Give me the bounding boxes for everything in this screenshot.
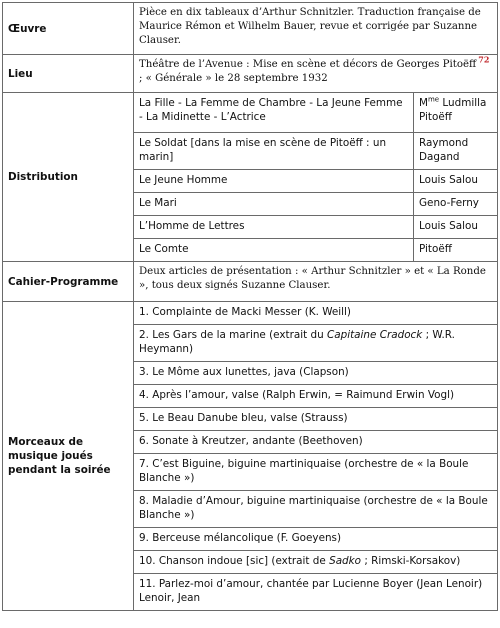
distribution-actor: Raymond Dagand [414,133,498,170]
music-item: 4. Après l’amour, valse (Ralph Erwin, = Raimund Erwin Vogl) [134,385,498,408]
lieu-text-after: ; « Générale » le 28 septembre 1932 [139,73,328,84]
music-item: 7. C’est Biguine, biguine martiniquaise (orchestre de « la Boule Blanche ») [134,454,498,491]
lieu-text [134,55,498,93]
music-item: 2. Les Gars de la marine (extrait du Capitaine Cradock ; W.R. Heymann) [134,325,498,362]
distribution-actor: Geno-Ferny [414,193,498,216]
distribution-role: Le Soldat [dans la mise en scène de Pitoëff : un marin] [134,133,414,170]
music-item: 11. Parlez-moi d’amour, chantée par Lucienne Boyer (Jean Lenoir) Lenoir, Jean [134,574,498,611]
music-item: 6. Sonate à Kreutzer, andante (Beethoven) [134,431,498,454]
distribution-actor: Louis Salou [414,170,498,193]
distribution-role: L’Homme de Lettres [134,216,414,239]
music-item: 8. Maladie d’Amour, biguine martiniquaise (orchestre de « la Boule Blanche ») [134,491,498,528]
distribution-actor: $M^{me}$ Ludmilla Pitoëff [414,93,498,133]
oeuvre-text: Pièce en dix tableaux d’Arthur Schnitzler. Traduction française de Maurice Rémon et Wilhelm Bauer, revue et corrigée par Suzanne Clauser. [134,3,498,55]
distribution-actor: Louis Salou [414,216,498,239]
cahier-label: Cahier-Programme [3,262,134,302]
distribution-label: Distribution [3,93,134,262]
music-item: 1. Complainte de Macki Messer (K. Weill) [134,302,498,325]
morceaux-label: Morceaux de musique joués pendant la soirée [3,302,134,611]
music-item: 5. Le Beau Danube bleu, valse (Strauss) [134,408,498,431]
distribution-actor: Pitoëff [414,239,498,262]
footnote-link[interactable]: 72 [478,54,490,65]
music-row [3,302,498,325]
lieu-text-main: Théâtre de l’Avenue : Mise en scène et décors de Georges Pitoëff [139,59,477,70]
distribution-role: Le Comte [134,239,414,262]
distribution-role: Le Jeune Homme [134,170,414,193]
distribution-row [3,93,498,133]
distribution-role: La Fille - La Femme de Chambre - La Jeune Femme - La Midinette - L’Actrice [134,93,414,133]
row-cahier [3,262,498,302]
music-item: 9. Berceuse mélancolique (F. Goeyens) [134,528,498,551]
lieu-label: Lieu [3,55,134,93]
distribution-role: Le Mari [134,193,414,216]
music-item: 10. Chanson indoue [sic] (extrait de Sadko ; Rimski-Korsakov) [134,551,498,574]
info-table [2,2,498,611]
music-item: 3. Le Môme aux lunettes, java (Clapson) [134,362,498,385]
row-lieu [3,55,498,93]
cahier-text: Deux articles de présentation : « Arthur Schnitzler » et « La Ronde », tous deux signés Suzanne Clauser. [134,262,498,302]
oeuvre-label: Œuvre [3,3,134,55]
row-oeuvre [3,3,498,55]
